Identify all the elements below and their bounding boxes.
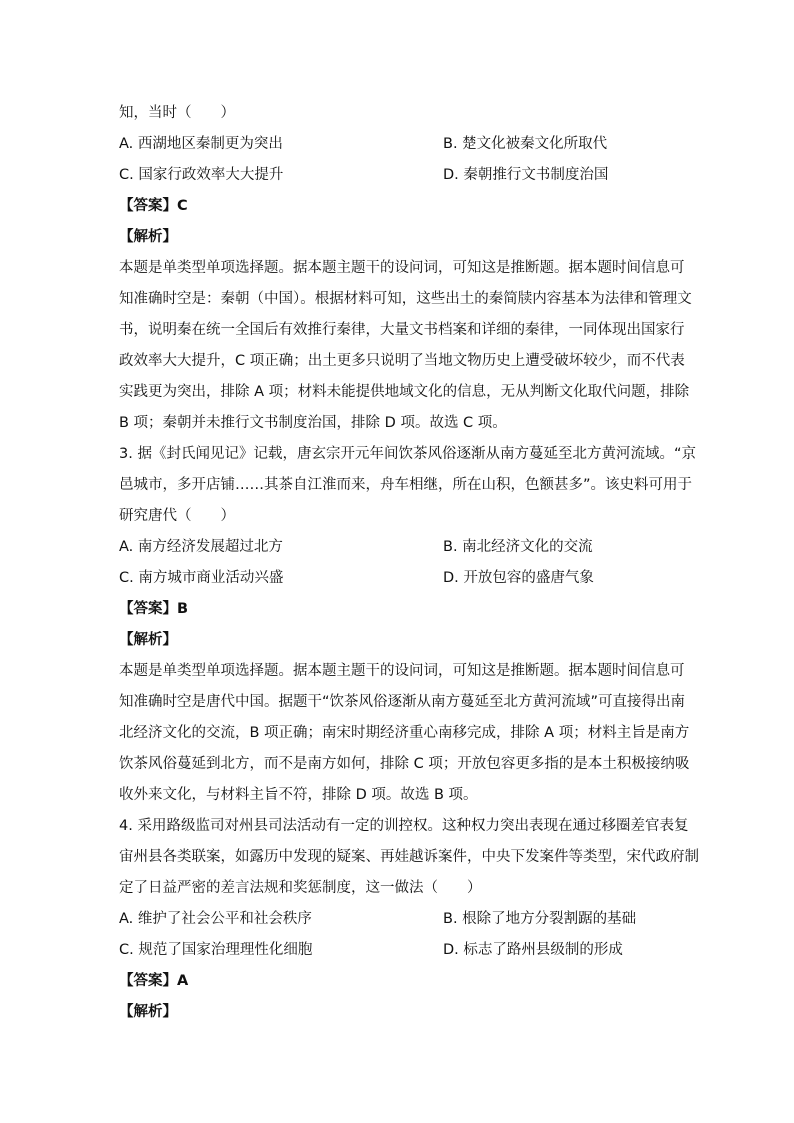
q4-option-c[interactable]: C. 规范了国家治理理性化细胞 — [119, 942, 313, 958]
q3-analysis-line: 本题是单类型单项选择题。据本题主题干的设问词，可知这是推断题。据本题时间信息可 — [119, 663, 685, 679]
q3-stem-line: 研究唐代（ ） — [119, 508, 235, 524]
q2-option-a[interactable]: A. 西湖地区秦制更为突出 — [119, 136, 283, 152]
q4-answer: 【答案】A — [119, 973, 189, 989]
q3-option-c[interactable]: C. 南方城市商业活动兴盛 — [119, 570, 284, 586]
q3-options-row-2 — [119, 563, 679, 594]
q4-option-b[interactable]: B. 根除了地方分裂割踞的基础 — [443, 911, 637, 927]
q2-analysis-line: 本题是单类型单项选择题。据本题主题干的设问词，可知这是推断题。据本题时间信息可 — [119, 260, 685, 276]
q2-stem-tail: 知，当时（ ） — [119, 105, 235, 121]
q2-option-b[interactable]: B. 楚文化被秦文化所取代 — [443, 136, 608, 152]
q3-options-row-1 — [119, 532, 679, 563]
q4-option-a[interactable]: A. 维护了社会公平和社会秩序 — [119, 911, 312, 927]
q2-analysis-heading: 【解析】 — [119, 229, 177, 245]
page-content — [119, 98, 699, 1028]
q3-analysis-line: 饮茶风俗蔓延到北方，而不是南方如何，排除 C 项；开放包容更多指的是本土积极接纳吸 — [119, 756, 690, 772]
q3-option-d[interactable]: D. 开放包容的盛唐气象 — [443, 570, 594, 586]
q2-options-row-2 — [119, 160, 679, 191]
q2-analysis-line: B 项；秦朝并未推行文书制度治国，排除 D 项。故选 C 项。 — [119, 415, 507, 431]
q4-stem-line: 4. 采用路级监司对州县司法活动有一定的训控权。这种权力突出表现在通过移圈差官表复 — [119, 818, 689, 834]
q2-analysis-line: 实践更为突出，排除 A 项；材料未能提供地域文化的信息，无从判断文化取代问题，排除 — [119, 384, 690, 400]
q2-analysis-line: 政效率大大提升，C 项正确；出土更多只说明了当地文物历史上遭受破坏较少，而不代表 — [119, 353, 685, 369]
q4-stem-line: 宙州县各类联案，如露历中发现的疑案、再娃越诉案件，中央下发案件等类型，宋代政府制 — [119, 849, 699, 865]
q4-analysis-heading: 【解析】 — [119, 1004, 177, 1020]
q2-options-row-1 — [119, 129, 679, 160]
q2-answer: 【答案】C — [119, 198, 188, 214]
q3-analysis-line: 知准确时空是唐代中国。据题干“饮茶风俗逐渐从南方蔓延至北方黄河流域”可直接得出南 — [119, 694, 686, 710]
q2-option-c[interactable]: C. 国家行政效率大大提升 — [119, 167, 284, 183]
q3-stem-line: 邑城市，多开店铺……其茶自江淮而来，舟车相继，所在山积，色额甚多”。该史料可用于 — [119, 477, 693, 493]
q4-options-row-1 — [119, 904, 679, 935]
q3-analysis-line: 北经济文化的交流，B 项正确；南宋时期经济重心南移完成，排除 A 项；材料主旨是南方 — [119, 725, 690, 741]
q3-analysis-heading: 【解析】 — [119, 632, 177, 648]
q4-option-d[interactable]: D. 标志了路州县级制的形成 — [443, 942, 623, 958]
q3-option-a[interactable]: A. 南方经济发展超过北方 — [119, 539, 283, 555]
q4-options-row-2 — [119, 935, 679, 966]
q2-analysis-line: 书，说明秦在统一全国后有效推行秦律，大量文书档案和详细的秦律，一同体现出国家行 — [119, 322, 685, 338]
q3-analysis-line: 收外来文化，与材料主旨不符，排除 D 项。故选 B 项。 — [119, 787, 478, 803]
q4-stem-line: 定了日益严密的差言法规和奖惩制度，这一做法（ ） — [119, 880, 482, 896]
q3-answer: 【答案】B — [119, 601, 189, 617]
q3-stem-line: 3. 据《封氏闻见记》记载，唐玄宗开元年间饮茶风俗逐渐从南方蔓延至北方黄河流域。“京 — [119, 446, 696, 462]
q3-option-b[interactable]: B. 南北经济文化的交流 — [443, 539, 593, 555]
q2-option-d[interactable]: D. 秦朝推行文书制度治国 — [443, 167, 609, 183]
q2-analysis-line: 知准确时空是：秦朝（中国）。根据材料可知，这些出土的秦简牍内容基本为法律和管理文 — [119, 291, 692, 307]
